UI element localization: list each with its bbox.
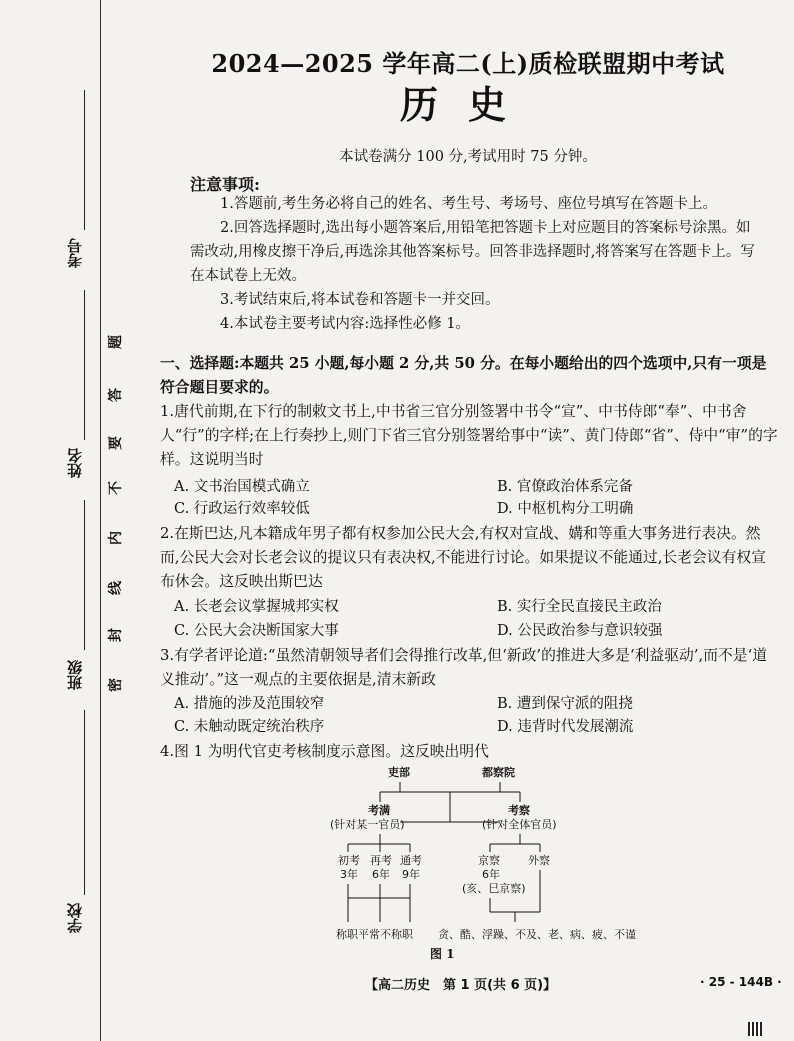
question-1-option-c: C. 行政运行效率较低	[174, 501, 310, 517]
figure-label: 图 1	[430, 947, 455, 961]
question-1-option-a: A. 文书治国模式确立	[174, 479, 310, 495]
diagram-right-outcomes: 贪、酷、浮躁、不及、老、病、疲、不谨	[438, 928, 636, 941]
diagram-top-left: 吏部	[388, 766, 410, 779]
question-2-option-d: D. 公民政治参与意识较强	[497, 623, 663, 639]
diagram-left-child-years: 6年	[372, 868, 390, 881]
seal-char: 答	[108, 388, 124, 402]
question-1-option-d: D. 中枢机构分工明确	[497, 501, 634, 517]
exam-number-underline	[84, 90, 85, 230]
seal-char: 密	[108, 678, 124, 692]
school-underline	[84, 710, 85, 895]
seal-char: 题	[108, 335, 124, 349]
notice-item: 2.回答选择题时,选出每小题答案后,用铅笔把答题卡上对应题目的答案标号涂黑。如需改动,用橡皮擦干净后,再选涂其他答案标号。回答非选择题时,将答案写在答题卡上。写在本试卷上无效。	[190, 220, 755, 284]
exam-subject: 历史	[399, 82, 536, 127]
notice-item: 1.答题前,考生务必将自己的姓名、考生号、考场号、座位号填写在答题卡上。	[220, 196, 717, 212]
section-lead: 一、选择题:	[160, 355, 240, 372]
question-3-option-a: A. 措施的涉及范围较窄	[174, 696, 325, 712]
diagram-left-child-years: 3年	[340, 868, 358, 881]
question-3-option-d: D. 违背时代发展潮流	[497, 719, 634, 735]
notice-item: 3.考试结束后,将本试卷和答题卡一并交回。	[220, 292, 500, 308]
diagram-top-right: 都察院	[482, 766, 515, 779]
margin-label-class: 班级	[66, 660, 84, 690]
paper-code: · 25 - 144B ·	[700, 975, 782, 989]
diagram-left-sub: (针对某一官员)	[330, 818, 405, 831]
section-heading	[160, 352, 780, 400]
question-1-stem: 1.唐代前期,在下行的制敕文书上,中书省三官分别签署中书令“宣”、中书侍郎“奉”、中书舍人“行”的字样;在上行奏抄上,则门下省三官分别签署给事中“读”、黄门侍郎“省”、侍中“审”的字样。这说明当时	[160, 403, 778, 468]
question-2-option-a: A. 长老会议掌握城邦实权	[174, 599, 339, 615]
class-underline	[84, 500, 85, 650]
diagram-left-child-name: 初考	[338, 854, 360, 867]
margin-label-exam-number: 考号	[66, 238, 84, 268]
diagram-right-child-name: 京察	[478, 854, 500, 867]
diagram-left-outcomes: 称职平常不称职	[336, 928, 413, 941]
diagram-left-child-years: 9年	[402, 868, 420, 881]
seal-char: 不	[108, 481, 124, 495]
notice-item: 4.本试卷主要考试内容:选择性必修 1。	[220, 316, 471, 332]
notice-title: 注意事项:	[190, 175, 260, 194]
diagram-left-child-name: 通考	[400, 854, 422, 867]
seal-char: 要	[108, 436, 124, 450]
question-4-stem: 4.图 1 为明代官吏考核制度示意图。这反映出明代	[160, 743, 489, 760]
assessment-diagram	[310, 762, 640, 962]
diagram-right-child-note: (亥、巳京察)	[462, 882, 526, 895]
question-2-option-b: B. 实行全民直接民主政治	[497, 599, 662, 615]
exam-meta: 本试卷满分 100 分,考试用时 75 分钟。	[339, 149, 597, 165]
question-3-option-c: C. 未触动既定统治秩序	[174, 719, 325, 735]
diagram-right-child-name: 外察	[528, 854, 550, 867]
margin-label-school: 学校	[66, 903, 84, 933]
question-2-option-c: C. 公民大会决断国家大事	[174, 623, 339, 639]
diagram-left-child-name: 再考	[370, 854, 392, 867]
exam-title: 2024—2025 学年高二(上)质检联盟期中考试	[211, 49, 725, 78]
margin-label-name: 姓名	[66, 448, 84, 478]
question-3-option-b: B. 遭到保守派的阻挠	[497, 696, 633, 712]
question-1-option-b: B. 官僚政治体系完备	[497, 479, 633, 495]
seal-char: 内	[108, 531, 124, 545]
diagram-right-child-years: 6年	[482, 868, 500, 881]
diagram-right-sub: (针对全体官员)	[482, 818, 557, 831]
seal-char: 封	[108, 628, 124, 642]
page-footer: 【高二历史 第 1 页(共 6 页)】	[365, 978, 557, 993]
diagram-right-node: 考察	[508, 804, 530, 817]
name-underline	[84, 290, 85, 440]
scanner-qr-icon	[748, 1022, 762, 1036]
section-text: 本题共 25 小题,每小题 2 分,共 50 分。在每小题给出的四个选项中,只有一项是符合题目要求的。	[160, 355, 767, 396]
diagram-left-node: 考满	[368, 804, 390, 817]
question-3-stem: 3.有学者评论道:“虽然清朝领导者们会得推行改革,但‘新政’的推进大多是‘利益驱动’,而不是‘道义推动’。”这一观点的主要依据是,清末新政	[160, 647, 768, 688]
question-2-stem: 2.在斯巴达,凡本籍成年男子都有权参加公民大会,有权对宣战、媾和等重大事务进行表决。然而,公民大会对长老会议的提议只有表决权,不能进行讨论。如果提议不能通过,长老会议有权宣布休会。这反映出斯巴达	[160, 525, 766, 590]
binding-line	[100, 0, 101, 1041]
seal-char: 线	[108, 581, 124, 595]
